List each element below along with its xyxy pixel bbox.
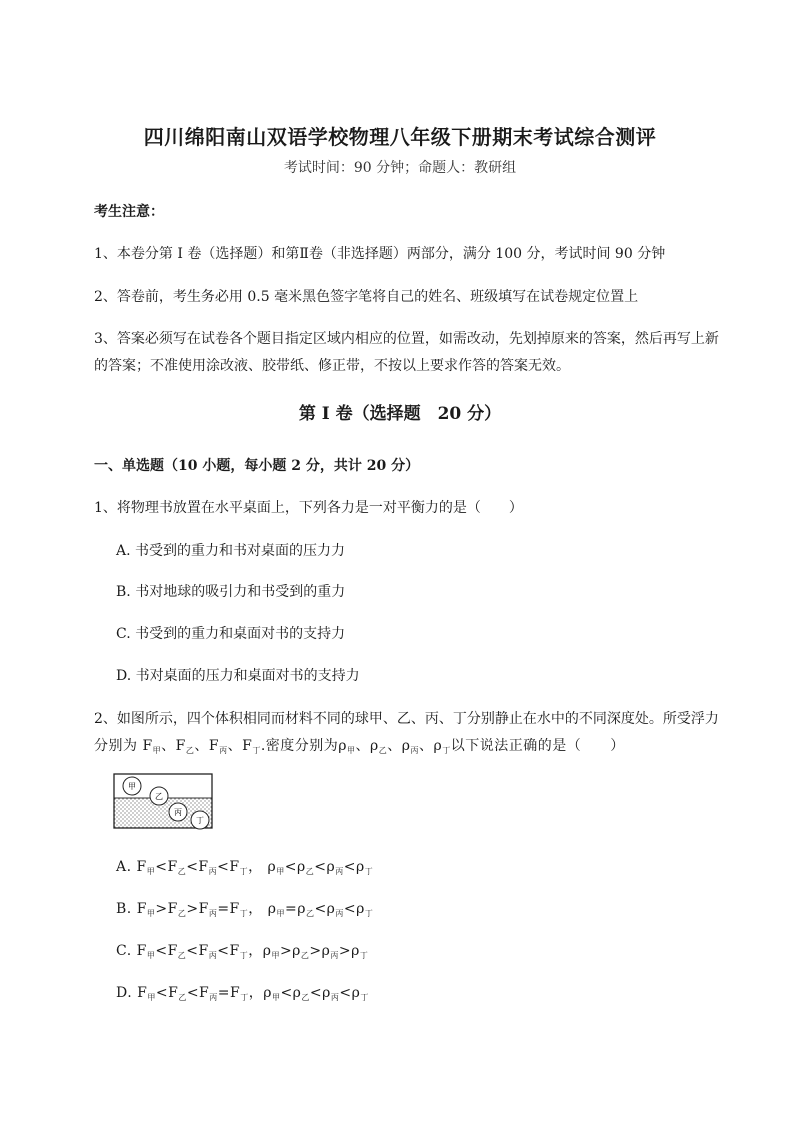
- question-1-option-a: A. 书受到的重力和书对桌面的压力力: [116, 543, 346, 559]
- note-item-3: 3、答案必须写在试卷各个题目指定区域内相应的位置，如需改动，先划掉原来的答案，然后再写上新: [94, 331, 719, 347]
- question-1-stem: 1、将物理书放置在水平桌面上，下列各力是一对平衡力的是（ ）: [94, 500, 523, 516]
- question-2-option-a: A. $F_甲<F_乙<F_丙<F_丁$， $\rho_甲<\rho_乙<\rho_丙<\rho_丁$: [116, 859, 374, 876]
- ball-ding: [191, 811, 209, 829]
- page-title: 四川绵阳南山双语学校物理八年级下册期末考试综合测评: [143, 125, 657, 149]
- section-title: 第 I 卷（选择题 20 分）: [298, 404, 502, 424]
- exam-info: 考试时间：90 分钟；命题人：教研组: [283, 160, 517, 176]
- notes-heading: 考生注意：: [94, 204, 164, 220]
- ball-jia: [123, 777, 141, 795]
- question-1-option-b: B. 书对地球的吸引力和书受到的重力: [116, 584, 346, 600]
- question-1-option-c: C. 书受到的重力和桌面对书的支持力: [116, 626, 346, 642]
- ball-label-yi: 乙: [155, 792, 163, 801]
- ball-label-bing: 丙: [174, 808, 182, 817]
- question-2-stem-line2: 分别为 $F_甲$、$F_乙$、$F_丙$、$F_丁$.密度分别为$\rho_甲$、$\rho_乙$、$\rho_丙$、$\rho_丁$以下说法正确的是（ ）: [94, 738, 625, 755]
- note-item-3-cont: 的答案；不准使用涂改液、胶带纸、修正带，不按以上要求作答的答案无效。: [94, 358, 570, 374]
- ball-label-ding: 丁: [196, 816, 204, 825]
- question-2-option-d: D. $F_甲<F_乙<F_丙=F_丁$，$\rho_甲<\rho_乙<\rho_丙<\rho_丁$: [116, 985, 369, 1002]
- note-item-1: 1、本卷分第 I 卷（选择题）和第Ⅱ卷（非选择题）两部分，满分 100 分，考试时间 90 分钟: [94, 246, 666, 262]
- question-2-option-c: C. $F_甲<F_乙<F_丙<F_丁$，$\rho_甲>\rho_乙>\rho_丙>\rho_丁$: [116, 943, 369, 960]
- ball-yi: [150, 787, 168, 805]
- question-2-option-b: B. $F_甲>F_乙>F_丙=F_丁$， $\rho_甲=\rho_乙<\rho_丙<\rho_丁$: [116, 901, 374, 918]
- question-2-stem-line1: 2、如图所示，四个体积相同而材料不同的球甲、乙、丙、丁分别静止在水中的不同深度处。所受浮力: [94, 711, 719, 727]
- question-1-option-d: D. 书对桌面的压力和桌面对书的支持力: [116, 668, 360, 684]
- ball-label-jia: 甲: [128, 782, 136, 791]
- part-heading: 一、单选题（10 小题，每小题 2 分，共计 20 分）: [94, 458, 420, 474]
- note-item-2: 2、答卷前，考生务必用 0.5 毫米黑色签字笔将自己的姓名、班级填写在试卷规定位置上: [94, 289, 639, 305]
- water-tank-diagram: [104, 772, 216, 830]
- ball-bing: [169, 803, 187, 821]
